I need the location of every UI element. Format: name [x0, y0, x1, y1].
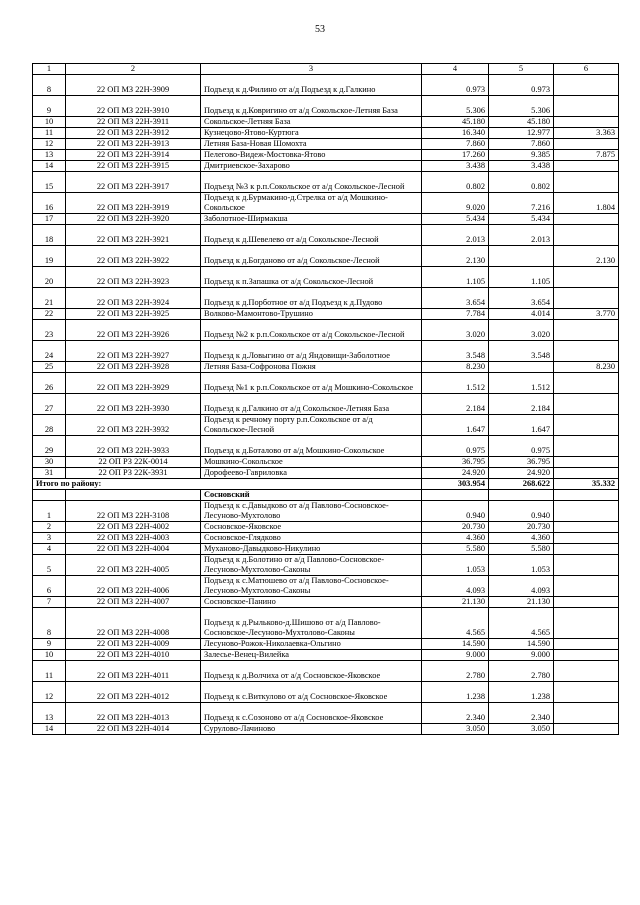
table-row — [33, 161, 619, 172]
row-number: 2 — [33, 522, 66, 533]
length-col5: 0.940 — [489, 501, 554, 522]
header-cell: 2 — [66, 64, 201, 75]
road-code: 22 ОП МЗ 22Н-3924 — [66, 288, 201, 309]
length-col5: 3.654 — [489, 288, 554, 309]
length-col5 — [489, 362, 554, 373]
table-row — [33, 267, 619, 288]
road-name: Подъезд к д.Рыльково-д.Шишово от а/д Павлово-Сосновское-Лесуново-Мухтолово-Саконы — [201, 608, 422, 639]
road-code: 22 ОП МЗ 22Н-3920 — [66, 214, 201, 225]
length-col6 — [554, 172, 619, 193]
row-number: 19 — [33, 246, 66, 267]
length-total: 2.780 — [422, 661, 489, 682]
length-col6 — [554, 267, 619, 288]
length-total: 7.860 — [422, 139, 489, 150]
road-code: 22 ОП МЗ 22Н-4004 — [66, 544, 201, 555]
total-col6: 35.332 — [554, 479, 619, 490]
table-row — [33, 724, 619, 735]
road-name: Сокольское-Летняя База — [201, 117, 422, 128]
length-col6: 3.363 — [554, 128, 619, 139]
length-col6 — [554, 373, 619, 394]
road-code: 22 ОП РЗ 22К-0014 — [66, 457, 201, 468]
length-col5: 4.014 — [489, 309, 554, 320]
length-total: 3.654 — [422, 288, 489, 309]
table-row — [33, 96, 619, 117]
length-total: 0.940 — [422, 501, 489, 522]
road-code: 22 ОП МЗ 22Н-3913 — [66, 139, 201, 150]
road-name: Подъезд к д.Ловыгино от а/д Яндовищи-Заболотное — [201, 341, 422, 362]
table-row — [33, 415, 619, 436]
table-row — [33, 214, 619, 225]
length-col6 — [554, 576, 619, 597]
row-number: 10 — [33, 117, 66, 128]
table-row — [33, 650, 619, 661]
table-row — [33, 341, 619, 362]
length-col6 — [554, 225, 619, 246]
table-row — [33, 533, 619, 544]
road-name: Подъезд к д.Волчиха от а/д Сосновское-Яковское — [201, 661, 422, 682]
length-total: 2.184 — [422, 394, 489, 415]
road-code: 22 ОП МЗ 22Н-3923 — [66, 267, 201, 288]
road-code: 22 ОП МЗ 22Н-3933 — [66, 436, 201, 457]
length-col6 — [554, 682, 619, 703]
road-code: 22 ОП МЗ 22Н-3928 — [66, 362, 201, 373]
length-col6: 8.230 — [554, 362, 619, 373]
length-total: 7.784 — [422, 309, 489, 320]
road-name: Подъезд к д.Богданово от а/д Сокольское-Лесной — [201, 246, 422, 267]
row-number: 24 — [33, 341, 66, 362]
road-code: 22 ОП МЗ 22Н-3932 — [66, 415, 201, 436]
road-name: Подъезд к с.Созоново от а/д Сосновское-Яковское — [201, 703, 422, 724]
length-total: 2.130 — [422, 246, 489, 267]
table-row — [33, 522, 619, 533]
total-row — [33, 479, 619, 490]
length-total: 2.013 — [422, 225, 489, 246]
length-total: 4.565 — [422, 608, 489, 639]
length-col5: 9.385 — [489, 150, 554, 161]
length-col5: 1.105 — [489, 267, 554, 288]
table-row — [33, 172, 619, 193]
length-col5: 2.013 — [489, 225, 554, 246]
road-name: Летняя База-Новая Шомохта — [201, 139, 422, 150]
row-number: 14 — [33, 161, 66, 172]
road-code: 22 ОП МЗ 22Н-4007 — [66, 597, 201, 608]
row-number: 8 — [33, 608, 66, 639]
road-name: Залесье-Венец-Вилейка — [201, 650, 422, 661]
row-number: 9 — [33, 639, 66, 650]
length-col6 — [554, 639, 619, 650]
length-col6 — [554, 661, 619, 682]
length-col6 — [554, 394, 619, 415]
row-number: 29 — [33, 436, 66, 457]
length-col6 — [554, 555, 619, 576]
row-number: 7 — [33, 597, 66, 608]
length-col5: 2.184 — [489, 394, 554, 415]
length-col5: 36.795 — [489, 457, 554, 468]
length-col5: 1.238 — [489, 682, 554, 703]
length-total: 4.360 — [422, 533, 489, 544]
empty-cell — [66, 490, 201, 501]
road-name: Мошкино-Сокольское — [201, 457, 422, 468]
length-col6 — [554, 117, 619, 128]
length-col5: 45.180 — [489, 117, 554, 128]
table-row — [33, 139, 619, 150]
road-name: Подъезд к д.Ковригино от а/д Сокольское-Летняя База — [201, 96, 422, 117]
table-row — [33, 682, 619, 703]
table-row — [33, 639, 619, 650]
road-name: Подъезд к д.Филино от а/д Подъезд к д.Галкино — [201, 75, 422, 96]
length-col6: 2.130 — [554, 246, 619, 267]
roads-table — [32, 63, 619, 735]
length-total: 9.020 — [422, 193, 489, 214]
total-length: 303.954 — [422, 479, 489, 490]
table-row — [33, 597, 619, 608]
table-row — [33, 75, 619, 96]
table-row — [33, 225, 619, 246]
length-col5: 5.580 — [489, 544, 554, 555]
row-number: 4 — [33, 544, 66, 555]
length-col6 — [554, 214, 619, 225]
length-total: 3.020 — [422, 320, 489, 341]
road-code: 22 ОП МЗ 22Н-3912 — [66, 128, 201, 139]
header-cell: 6 — [554, 64, 619, 75]
road-code: 22 ОП МЗ 22Н-3914 — [66, 150, 201, 161]
table-row — [33, 468, 619, 479]
district-name: Сосновский — [201, 490, 422, 501]
length-total: 3.548 — [422, 341, 489, 362]
empty-cell — [489, 490, 554, 501]
road-name: Дорофеево-Гавриловка — [201, 468, 422, 479]
length-total: 9.000 — [422, 650, 489, 661]
table-row — [33, 128, 619, 139]
row-number: 5 — [33, 555, 66, 576]
length-col6 — [554, 608, 619, 639]
row-number: 8 — [33, 75, 66, 96]
length-col6 — [554, 139, 619, 150]
table-row — [33, 246, 619, 267]
length-col5: 4.565 — [489, 608, 554, 639]
road-code: 22 ОП МЗ 22Н-3925 — [66, 309, 201, 320]
length-col5: 0.802 — [489, 172, 554, 193]
table-row — [33, 436, 619, 457]
length-col6: 7.875 — [554, 150, 619, 161]
road-code: 22 ОП МЗ 22Н-4003 — [66, 533, 201, 544]
table-row — [33, 320, 619, 341]
road-name: Сурулово-Лачиново — [201, 724, 422, 735]
length-total: 45.180 — [422, 117, 489, 128]
road-code: 22 ОП МЗ 22Н-4012 — [66, 682, 201, 703]
length-col5: 7.860 — [489, 139, 554, 150]
table-row — [33, 544, 619, 555]
road-name: Подъезд к с.Матюшево от а/д Павлово-Сосновское-Лесуново-Мухтолово-Саконы — [201, 576, 422, 597]
length-total: 5.434 — [422, 214, 489, 225]
length-col5: 7.216 — [489, 193, 554, 214]
road-name: Подъезд №1 к р.п.Сокольское от а/д Мошкино-Сокольское — [201, 373, 422, 394]
length-col5: 4.360 — [489, 533, 554, 544]
empty-cell — [554, 490, 619, 501]
road-name: Сосновское-Глядково — [201, 533, 422, 544]
length-total: 4.093 — [422, 576, 489, 597]
length-total: 3.438 — [422, 161, 489, 172]
row-number: 16 — [33, 193, 66, 214]
row-number: 11 — [33, 661, 66, 682]
length-col6 — [554, 650, 619, 661]
road-code: 22 ОП МЗ 22Н-4005 — [66, 555, 201, 576]
total-col5: 268.622 — [489, 479, 554, 490]
length-total: 20.730 — [422, 522, 489, 533]
empty-cell — [422, 490, 489, 501]
length-col5: 4.093 — [489, 576, 554, 597]
district-row — [33, 490, 619, 501]
table-row — [33, 576, 619, 597]
length-col5: 14.590 — [489, 639, 554, 650]
road-code: 22 ОП МЗ 22Н-4009 — [66, 639, 201, 650]
table-row — [33, 703, 619, 724]
length-col6 — [554, 522, 619, 533]
length-total: 2.340 — [422, 703, 489, 724]
length-col5: 1.647 — [489, 415, 554, 436]
table-row — [33, 362, 619, 373]
length-col5: 3.438 — [489, 161, 554, 172]
road-name: Подъезд к п.Запашка от а/д Сокольское-Лесной — [201, 267, 422, 288]
length-total: 14.590 — [422, 639, 489, 650]
length-col5: 3.548 — [489, 341, 554, 362]
length-total: 1.512 — [422, 373, 489, 394]
row-number: 17 — [33, 214, 66, 225]
length-col5: 2.780 — [489, 661, 554, 682]
length-col5: 1.512 — [489, 373, 554, 394]
row-number: 10 — [33, 650, 66, 661]
road-name: Подъезд к речному порту р.п.Сокольское от а/д Сокольское-Лесной — [201, 415, 422, 436]
row-number: 13 — [33, 703, 66, 724]
header-cell: 5 — [489, 64, 554, 75]
length-total: 0.973 — [422, 75, 489, 96]
length-total: 5.580 — [422, 544, 489, 555]
table-row — [33, 309, 619, 320]
row-number: 27 — [33, 394, 66, 415]
row-number: 9 — [33, 96, 66, 117]
length-col5: 5.306 — [489, 96, 554, 117]
header-cell: 1 — [33, 64, 66, 75]
length-total: 0.975 — [422, 436, 489, 457]
header-cell: 4 — [422, 64, 489, 75]
length-col6 — [554, 457, 619, 468]
row-number: 15 — [33, 172, 66, 193]
row-number: 18 — [33, 225, 66, 246]
road-code: 22 ОП МЗ 22Н-3911 — [66, 117, 201, 128]
length-col6 — [554, 724, 619, 735]
length-col5: 3.020 — [489, 320, 554, 341]
road-name: Заболотное-Ширмакша — [201, 214, 422, 225]
length-total: 36.795 — [422, 457, 489, 468]
length-col5 — [489, 246, 554, 267]
length-total: 3.050 — [422, 724, 489, 735]
road-name: Подъезд к д.Бурмакино-д.Стрелка от а/д Мошкино-Сокольское — [201, 193, 422, 214]
road-name: Сосновское-Яковское — [201, 522, 422, 533]
row-number: 31 — [33, 468, 66, 479]
table-row — [33, 661, 619, 682]
page-number: 53 — [315, 24, 325, 35]
table-row — [33, 193, 619, 214]
road-code: 22 ОП МЗ 22Н-4010 — [66, 650, 201, 661]
road-name: Подъезд к д.Болотино от а/д Павлово-Сосновское-Лесуново-Мухтолово-Саконы — [201, 555, 422, 576]
header-row — [33, 64, 619, 75]
table-row — [33, 457, 619, 468]
road-code: 22 ОП МЗ 22Н-3922 — [66, 246, 201, 267]
length-total: 8.230 — [422, 362, 489, 373]
length-total: 1.238 — [422, 682, 489, 703]
road-code: 22 ОП МЗ 22Н-4014 — [66, 724, 201, 735]
length-col6: 3.770 — [554, 309, 619, 320]
road-code: 22 ОП МЗ 22Н-4008 — [66, 608, 201, 639]
length-col6 — [554, 96, 619, 117]
row-number: 1 — [33, 501, 66, 522]
table-row — [33, 373, 619, 394]
road-name: Подъезд к д.Галкино от а/д Сокольское-Летняя База — [201, 394, 422, 415]
road-code: 22 ОП МЗ 22Н-3917 — [66, 172, 201, 193]
length-col5: 24.920 — [489, 468, 554, 479]
row-number: 28 — [33, 415, 66, 436]
road-name: Подъезд к д.Боталово от а/д Мошкино-Сокольское — [201, 436, 422, 457]
length-total: 17.260 — [422, 150, 489, 161]
length-col5: 12.977 — [489, 128, 554, 139]
row-number: 25 — [33, 362, 66, 373]
total-label: Итого по району: — [33, 479, 422, 490]
table-row — [33, 150, 619, 161]
row-number: 26 — [33, 373, 66, 394]
road-code: 22 ОП РЗ 22К-3931 — [66, 468, 201, 479]
road-name: Подъезд №2 к р.п.Сокольское от а/д Сокольское-Лесной — [201, 320, 422, 341]
road-name: Подъезд к с.Давыдково от а/д Павлово-Сосновское-Лесуново-Мухтолово — [201, 501, 422, 522]
table-row — [33, 501, 619, 522]
road-name: Подъезд к с.Виткулово от а/д Сосновское-Яковское — [201, 682, 422, 703]
length-total: 16.340 — [422, 128, 489, 139]
length-col6 — [554, 597, 619, 608]
road-name: Подъезд №3 к р.п.Сокольское от а/д Сокольское-Лесной — [201, 172, 422, 193]
length-total: 21.130 — [422, 597, 489, 608]
length-col5: 21.130 — [489, 597, 554, 608]
length-total: 1.053 — [422, 555, 489, 576]
length-col6: 1.804 — [554, 193, 619, 214]
road-code: 22 ОП МЗ 22Н-3909 — [66, 75, 201, 96]
road-code: 22 ОП МЗ 22Н-4006 — [66, 576, 201, 597]
length-col6 — [554, 161, 619, 172]
length-col5: 5.434 — [489, 214, 554, 225]
empty-cell — [33, 490, 66, 501]
road-code: 22 ОП МЗ 22Н-4002 — [66, 522, 201, 533]
road-name: Дмитриевское-Захарово — [201, 161, 422, 172]
length-col6 — [554, 320, 619, 341]
length-col5: 20.730 — [489, 522, 554, 533]
road-name: Муханово-Давыдково-Никулино — [201, 544, 422, 555]
road-code: 22 ОП МЗ 22Н-3921 — [66, 225, 201, 246]
length-col5: 2.340 — [489, 703, 554, 724]
length-col6 — [554, 436, 619, 457]
row-number: 3 — [33, 533, 66, 544]
table-row — [33, 394, 619, 415]
length-col6 — [554, 544, 619, 555]
row-number: 12 — [33, 682, 66, 703]
row-number: 14 — [33, 724, 66, 735]
road-code: 22 ОП МЗ 22Н-3910 — [66, 96, 201, 117]
table-row — [33, 555, 619, 576]
road-code: 22 ОП МЗ 22Н-3930 — [66, 394, 201, 415]
length-total: 24.920 — [422, 468, 489, 479]
road-code: 22 ОП МЗ 22Н-3929 — [66, 373, 201, 394]
road-name: Пелегово-Видеж-Мостовка-Ятово — [201, 150, 422, 161]
row-number: 12 — [33, 139, 66, 150]
length-col6 — [554, 468, 619, 479]
road-name: Кузнецово-Ятово-Куртюга — [201, 128, 422, 139]
length-col5: 1.053 — [489, 555, 554, 576]
length-col6 — [554, 341, 619, 362]
length-col6 — [554, 533, 619, 544]
road-code: 22 ОП МЗ 22Н-3915 — [66, 161, 201, 172]
length-col6 — [554, 703, 619, 724]
road-name: Сосновское-Панино — [201, 597, 422, 608]
road-code: 22 ОП МЗ 22Н-3927 — [66, 341, 201, 362]
row-number: 11 — [33, 128, 66, 139]
road-code: 22 ОП МЗ 22Н-3926 — [66, 320, 201, 341]
table-row — [33, 608, 619, 639]
length-col6 — [554, 288, 619, 309]
road-name: Лесуново-Рожок-Николаевка-Ольгино — [201, 639, 422, 650]
row-number: 23 — [33, 320, 66, 341]
length-total: 1.647 — [422, 415, 489, 436]
table-row — [33, 288, 619, 309]
road-code: 22 ОП МЗ 22Н-3919 — [66, 193, 201, 214]
row-number: 6 — [33, 576, 66, 597]
row-number: 30 — [33, 457, 66, 468]
road-code: 22 ОП МЗ 22Н-4013 — [66, 703, 201, 724]
length-total: 0.802 — [422, 172, 489, 193]
row-number: 20 — [33, 267, 66, 288]
length-col5: 0.973 — [489, 75, 554, 96]
road-name: Волково-Мамонтово-Трушино — [201, 309, 422, 320]
header-cell: 3 — [201, 64, 422, 75]
table-row — [33, 117, 619, 128]
length-col6 — [554, 75, 619, 96]
length-total: 1.105 — [422, 267, 489, 288]
road-name: Летняя База-Софронова Пожня — [201, 362, 422, 373]
road-code: 22 ОП МЗ 22Н-4011 — [66, 661, 201, 682]
length-col5: 9.000 — [489, 650, 554, 661]
length-total: 5.306 — [422, 96, 489, 117]
road-name: Подъезд к д.Порботное от а/д Подъезд к д.Пудово — [201, 288, 422, 309]
length-col6 — [554, 501, 619, 522]
length-col5: 3.050 — [489, 724, 554, 735]
length-col6 — [554, 415, 619, 436]
road-name: Подъезд к д.Шевелево от а/д Сокольское-Лесной — [201, 225, 422, 246]
row-number: 21 — [33, 288, 66, 309]
row-number: 22 — [33, 309, 66, 320]
road-code: 22 ОП МЗ 22Н-3108 — [66, 501, 201, 522]
length-col5: 0.975 — [489, 436, 554, 457]
row-number: 13 — [33, 150, 66, 161]
